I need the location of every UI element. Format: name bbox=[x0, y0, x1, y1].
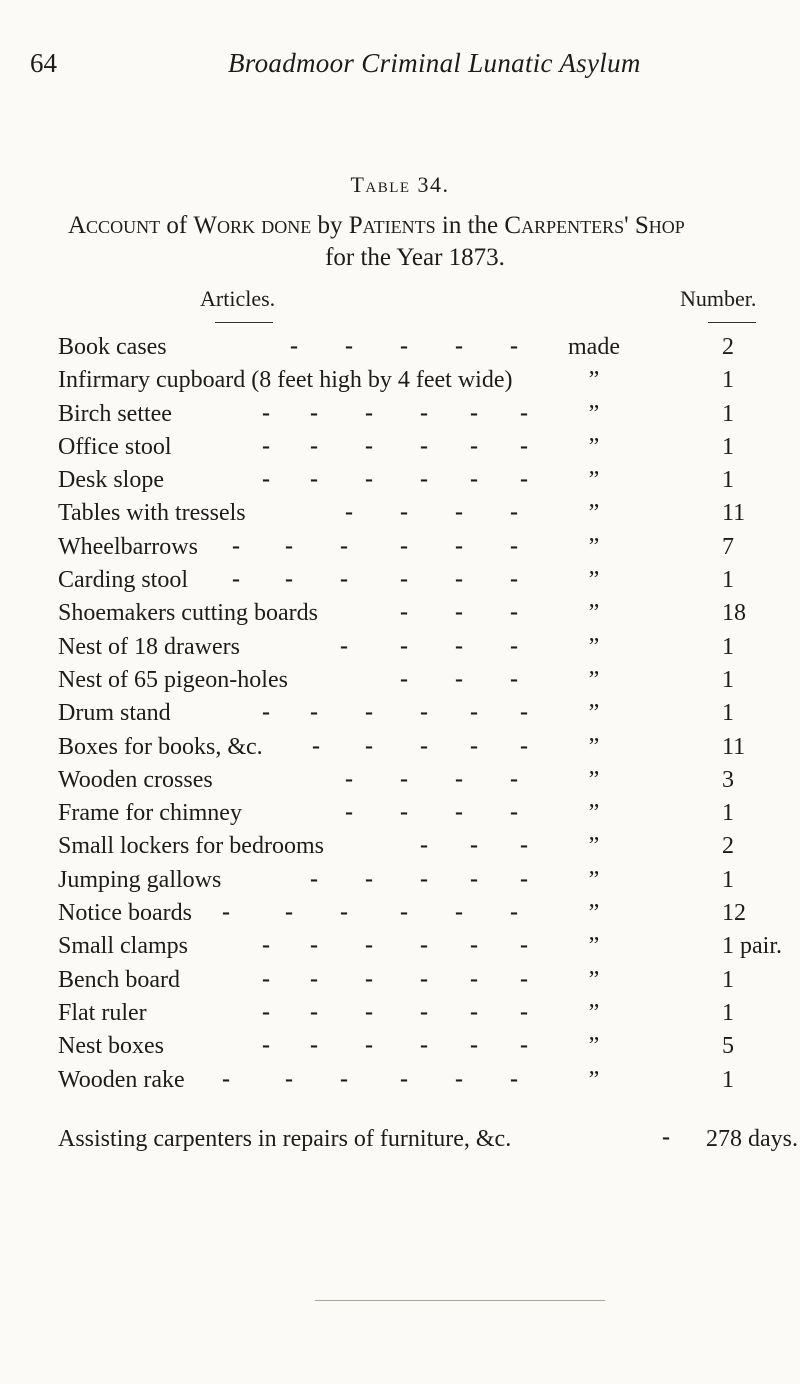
leader-dash: - bbox=[510, 532, 518, 559]
leader-dash: - bbox=[232, 566, 240, 593]
article-name: Drum stand bbox=[58, 700, 171, 727]
caption-word-of: of bbox=[160, 212, 194, 239]
article-number: 1 bbox=[722, 467, 734, 494]
leader-dash: - bbox=[420, 399, 428, 426]
leader-dash: - bbox=[365, 965, 373, 992]
leader-dash: - bbox=[470, 466, 478, 493]
article-name: Wooden crosses bbox=[58, 766, 213, 793]
leader-dash: - bbox=[520, 865, 528, 892]
article-name: Nest boxes bbox=[58, 1033, 164, 1060]
leader-dash: - bbox=[285, 566, 293, 593]
table-row bbox=[0, 600, 800, 633]
leader-dash: - bbox=[510, 765, 518, 792]
leader-dash: - bbox=[420, 1032, 428, 1059]
article-name: Wooden rake bbox=[58, 1066, 185, 1093]
article-number: 2 bbox=[722, 334, 734, 360]
leader-dash: - bbox=[420, 432, 428, 459]
caption-word-in-the: in the bbox=[435, 212, 505, 239]
leader-dash: - bbox=[345, 333, 353, 359]
leader-dash: - bbox=[470, 998, 478, 1025]
leader-dash: - bbox=[310, 466, 318, 493]
made-marker: ” bbox=[588, 467, 600, 494]
column-rule-articles bbox=[215, 322, 273, 323]
leader-dash: - bbox=[400, 899, 408, 926]
made-marker: ” bbox=[588, 800, 600, 827]
leader-dash: - bbox=[420, 699, 428, 726]
leader-dash: - bbox=[310, 432, 318, 459]
made-marker: ” bbox=[588, 1066, 600, 1093]
leader-dash: - bbox=[420, 865, 428, 892]
leader-dash: - bbox=[420, 832, 428, 859]
table-row bbox=[0, 933, 800, 966]
leader-dash: - bbox=[365, 432, 373, 459]
leader-dash: - bbox=[222, 899, 230, 926]
article-name: Infirmary cupboard (8 feet high by 4 feet wide) bbox=[58, 367, 513, 394]
made-marker: ” bbox=[588, 900, 600, 927]
leader-dash: - bbox=[455, 899, 463, 926]
leader-dash: - bbox=[400, 665, 408, 692]
table-row bbox=[0, 667, 800, 700]
article-name: Bench board bbox=[58, 966, 180, 993]
article-number: 18 bbox=[722, 600, 746, 627]
leader-dash: - bbox=[455, 1065, 463, 1092]
table-row bbox=[0, 634, 800, 667]
leader-dash: - bbox=[470, 865, 478, 892]
leader-dash: - bbox=[470, 399, 478, 426]
article-number: 1 pair. bbox=[722, 933, 782, 960]
leader-dash: - bbox=[365, 466, 373, 493]
article-number: 11 bbox=[722, 500, 746, 527]
article-name: Desk slope bbox=[58, 467, 164, 494]
table-row bbox=[0, 334, 800, 367]
leader-dash: - bbox=[365, 932, 373, 959]
made-marker: made bbox=[568, 334, 620, 360]
article-number: 2 bbox=[722, 833, 734, 860]
leader-dash: - bbox=[400, 799, 408, 826]
leader-dash: - bbox=[310, 865, 318, 892]
article-name: Shoemakers cutting boards bbox=[58, 600, 318, 627]
leader-dash: - bbox=[400, 765, 408, 792]
table-row bbox=[0, 434, 800, 467]
leader-dash: - bbox=[262, 699, 270, 726]
leader-dash: - bbox=[365, 865, 373, 892]
article-name: Notice boards bbox=[58, 900, 192, 927]
leader-dash: - bbox=[345, 765, 353, 792]
leader-dash: - bbox=[470, 732, 478, 759]
table-row bbox=[0, 833, 800, 866]
leader-dash: - bbox=[345, 799, 353, 826]
made-marker: ” bbox=[588, 533, 600, 560]
made-marker: ” bbox=[588, 400, 600, 427]
article-name: Wheelbarrows bbox=[58, 533, 198, 560]
table-row bbox=[0, 534, 800, 567]
article-number: 1 bbox=[722, 567, 734, 594]
leader-dash: - bbox=[520, 732, 528, 759]
article-number: 1 bbox=[722, 400, 734, 427]
leader-dash: - bbox=[520, 932, 528, 959]
leader-dash: - bbox=[520, 399, 528, 426]
article-number: 1 bbox=[722, 433, 734, 460]
article-name: Book cases bbox=[58, 334, 167, 360]
leader-dash: - bbox=[262, 399, 270, 426]
leader-dash: - bbox=[520, 965, 528, 992]
table-row bbox=[0, 767, 800, 800]
leader-dash: - bbox=[340, 632, 348, 659]
leader-dash: - bbox=[420, 965, 428, 992]
table-row bbox=[0, 467, 800, 500]
leader-dash: - bbox=[455, 566, 463, 593]
leader-dash: - bbox=[340, 532, 348, 559]
table-row bbox=[0, 734, 800, 767]
article-number: 1 bbox=[722, 666, 734, 693]
made-marker: ” bbox=[588, 766, 600, 793]
table-row bbox=[0, 500, 800, 533]
leader-dash: - bbox=[290, 333, 298, 359]
leader-dash: - bbox=[470, 699, 478, 726]
leader-dash: - bbox=[470, 965, 478, 992]
table-row bbox=[0, 1033, 800, 1066]
made-marker: ” bbox=[588, 733, 600, 760]
leader-dash: - bbox=[310, 1032, 318, 1059]
caption-word-work-done: Work done bbox=[193, 212, 312, 239]
leader-dash: - bbox=[222, 1065, 230, 1092]
article-name: Small clamps bbox=[58, 933, 188, 960]
leader-dash: - bbox=[510, 899, 518, 926]
running-title: Broadmoor Criminal Lunatic Asylum bbox=[228, 48, 641, 78]
table-row bbox=[0, 900, 800, 933]
table-row bbox=[0, 800, 800, 833]
article-number: 1 bbox=[722, 866, 734, 893]
leader-dash: - bbox=[310, 998, 318, 1025]
leader-dash: - bbox=[510, 665, 518, 692]
leader-dash: - bbox=[262, 965, 270, 992]
page-bottom-rule bbox=[315, 1300, 605, 1301]
column-header-number: Number. bbox=[680, 286, 757, 311]
leader-dash: - bbox=[510, 1065, 518, 1092]
table-row bbox=[0, 401, 800, 434]
article-number: 5 bbox=[722, 1033, 734, 1060]
made-marker: ” bbox=[588, 700, 600, 727]
table-row bbox=[0, 700, 800, 733]
article-name: Office stool bbox=[58, 433, 172, 460]
leader-dash: - bbox=[455, 765, 463, 792]
footer-value: 278 days. bbox=[706, 1126, 798, 1152]
leader-dash: - bbox=[262, 932, 270, 959]
leader-dash: - bbox=[400, 1065, 408, 1092]
leader-dash: - bbox=[470, 832, 478, 859]
footer-dash: - bbox=[662, 1124, 670, 1150]
article-name: Boxes for books, &c. bbox=[58, 733, 263, 760]
leader-dash: - bbox=[312, 732, 320, 759]
article-name: Frame for chimney bbox=[58, 800, 242, 827]
article-name: Flat ruler bbox=[58, 999, 147, 1026]
leader-dash: - bbox=[365, 399, 373, 426]
caption-word-carpenters-shop: Carpenters' Shop bbox=[504, 212, 685, 239]
table-row bbox=[0, 367, 800, 400]
leader-dash: - bbox=[520, 832, 528, 859]
column-rule-number bbox=[708, 322, 756, 323]
leader-dash: - bbox=[470, 432, 478, 459]
made-marker: ” bbox=[588, 933, 600, 960]
leader-dash: - bbox=[345, 499, 353, 526]
article-number: 1 bbox=[722, 999, 734, 1026]
leader-dash: - bbox=[420, 998, 428, 1025]
caption-word-patients: Patients bbox=[348, 212, 436, 239]
article-number: 1 bbox=[722, 700, 734, 727]
made-marker: ” bbox=[588, 567, 600, 594]
leader-dash: - bbox=[520, 1032, 528, 1059]
leader-dash: - bbox=[262, 432, 270, 459]
made-marker: ” bbox=[588, 500, 600, 527]
leader-dash: - bbox=[455, 499, 463, 526]
article-number: 12 bbox=[722, 900, 746, 927]
page-number: 64 bbox=[30, 48, 57, 78]
table-body bbox=[0, 334, 800, 1100]
leader-dash: - bbox=[400, 532, 408, 559]
article-number: 1 bbox=[722, 966, 734, 993]
article-name: Tables with tressels bbox=[58, 500, 246, 527]
article-name: Carding stool bbox=[58, 567, 188, 594]
leader-dash: - bbox=[340, 1065, 348, 1092]
leader-dash: - bbox=[340, 899, 348, 926]
footer-article: Assisting carpenters in repairs of furniture, &c. bbox=[58, 1126, 512, 1152]
leader-dash: - bbox=[510, 333, 518, 359]
article-name: Small lockers for bedrooms bbox=[58, 833, 324, 860]
leader-dash: - bbox=[310, 965, 318, 992]
leader-dash: - bbox=[455, 532, 463, 559]
table-caption-line-1 bbox=[68, 212, 685, 240]
leader-dash: - bbox=[455, 599, 463, 626]
article-name: Nest of 65 pigeon-holes bbox=[58, 666, 288, 693]
leader-dash: - bbox=[420, 466, 428, 493]
leader-dash: - bbox=[400, 566, 408, 593]
table-row bbox=[0, 1067, 800, 1100]
leader-dash: - bbox=[510, 566, 518, 593]
leader-dash: - bbox=[510, 632, 518, 659]
leader-dash: - bbox=[510, 599, 518, 626]
article-number: 1 bbox=[722, 800, 734, 827]
article-name: Birch settee bbox=[58, 400, 172, 427]
article-number: 1 bbox=[722, 1066, 734, 1093]
leader-dash: - bbox=[262, 998, 270, 1025]
leader-dash: - bbox=[510, 499, 518, 526]
leader-dash: - bbox=[400, 333, 408, 359]
made-marker: ” bbox=[588, 600, 600, 627]
leader-dash: - bbox=[420, 932, 428, 959]
leader-dash: - bbox=[365, 998, 373, 1025]
leader-dash: - bbox=[455, 799, 463, 826]
leader-dash: - bbox=[400, 632, 408, 659]
article-number: 1 bbox=[722, 633, 734, 660]
made-marker: ” bbox=[588, 833, 600, 860]
leader-dash: - bbox=[520, 998, 528, 1025]
leader-dash: - bbox=[340, 566, 348, 593]
made-marker: ” bbox=[588, 999, 600, 1026]
table-label: Table 34. bbox=[350, 172, 450, 197]
table-row bbox=[0, 1000, 800, 1033]
leader-dash: - bbox=[470, 1032, 478, 1059]
article-number: 1 bbox=[722, 367, 734, 394]
leader-dash: - bbox=[455, 333, 463, 359]
leader-dash: - bbox=[520, 699, 528, 726]
leader-dash: - bbox=[232, 532, 240, 559]
table-row bbox=[0, 867, 800, 900]
caption-word-by: by bbox=[311, 212, 349, 239]
leader-dash: - bbox=[310, 399, 318, 426]
leader-dash: - bbox=[470, 932, 478, 959]
made-marker: ” bbox=[588, 367, 600, 394]
article-number: 7 bbox=[722, 533, 734, 560]
leader-dash: - bbox=[520, 466, 528, 493]
leader-dash: - bbox=[365, 1032, 373, 1059]
leader-dash: - bbox=[310, 932, 318, 959]
article-name: Nest of 18 drawers bbox=[58, 633, 240, 660]
made-marker: ” bbox=[588, 633, 600, 660]
made-marker: ” bbox=[588, 1033, 600, 1060]
made-marker: ” bbox=[588, 966, 600, 993]
leader-dash: - bbox=[285, 899, 293, 926]
article-name: Jumping gallows bbox=[58, 866, 222, 893]
leader-dash: - bbox=[310, 699, 318, 726]
table-caption-line-2: for the Year 1873. bbox=[325, 244, 505, 271]
made-marker: ” bbox=[588, 666, 600, 693]
column-header-articles: Articles. bbox=[200, 286, 276, 311]
leader-dash: - bbox=[285, 532, 293, 559]
leader-dash: - bbox=[400, 499, 408, 526]
article-number: 3 bbox=[722, 766, 734, 793]
made-marker: ” bbox=[588, 433, 600, 460]
leader-dash: - bbox=[420, 732, 428, 759]
leader-dash: - bbox=[365, 699, 373, 726]
table-row bbox=[0, 567, 800, 600]
leader-dash: - bbox=[455, 665, 463, 692]
leader-dash: - bbox=[262, 1032, 270, 1059]
leader-dash: - bbox=[400, 599, 408, 626]
made-marker: ” bbox=[588, 866, 600, 893]
leader-dash: - bbox=[285, 1065, 293, 1092]
caption-word-account: Account bbox=[68, 212, 161, 239]
article-number: 11 bbox=[722, 733, 746, 760]
leader-dash: - bbox=[365, 732, 373, 759]
leader-dash: - bbox=[510, 799, 518, 826]
leader-dash: - bbox=[520, 432, 528, 459]
leader-dash: - bbox=[262, 466, 270, 493]
leader-dash: - bbox=[455, 632, 463, 659]
table-row bbox=[0, 967, 800, 1000]
